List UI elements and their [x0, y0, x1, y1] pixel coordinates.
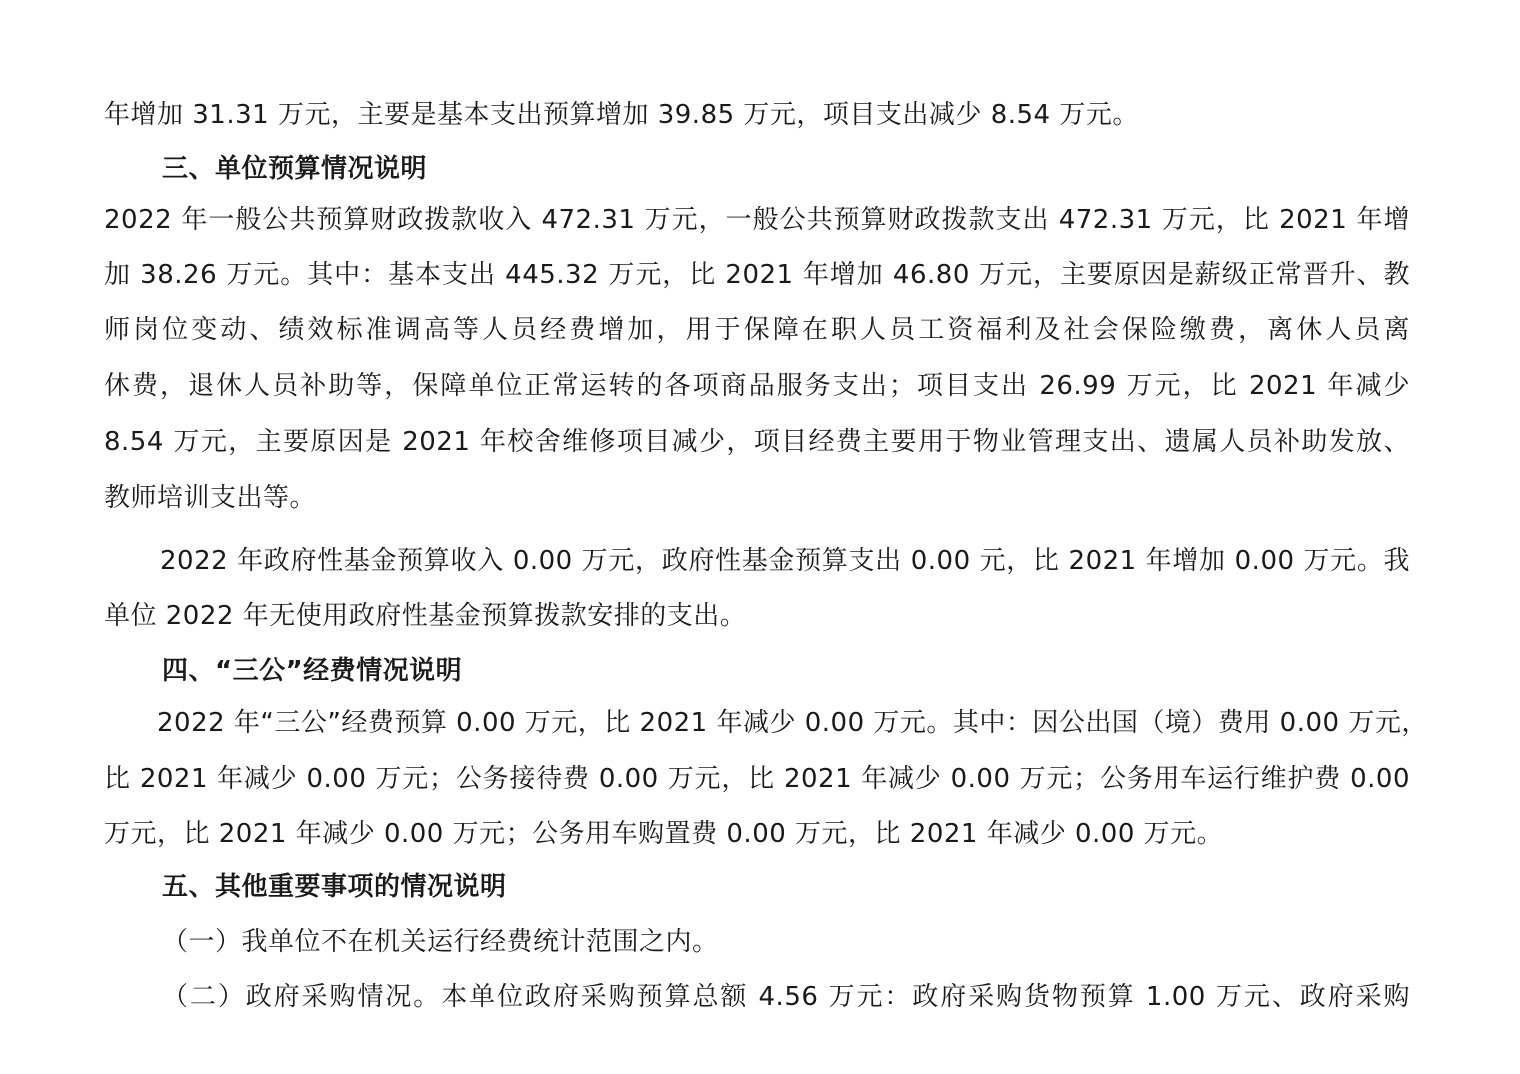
paragraph-line: （一）我单位不在机关运行经费统计范围之内。 [162, 927, 719, 957]
section-heading-4: 四、“三公”经费情况说明 [162, 656, 463, 686]
section-heading-5: 五、其他重要事项的情况说明 [162, 872, 507, 902]
paragraph-line: 比 2021 年减少 0.00 万元；公务接待费 0.00 万元，比 2021 年减少 0.00 万元；公务用车运行维护费 0.00 [104, 764, 1410, 794]
paragraph-line: 万元，比 2021 年减少 0.00 万元；公务用车购置费 0.00 万元，比 2021 年减少 0.00 万元。 [104, 819, 1224, 849]
section-heading-3: 三、单位预算情况说明 [162, 154, 428, 184]
paragraph-line: 师岗位变动、绩效标准调高等人员经费增加，用于保障在职人员工资福利及社会保险缴费，离休人员离 [104, 315, 1410, 345]
paragraph-line: 2022 年“三公”经费预算 0.00 万元，比 2021 年减少 0.00 万元。其中：因公出国（境）费用 0.00 万元， [157, 708, 1428, 738]
paragraph-line: 单位 2022 年无使用政府性基金预算拨款安排的支出。 [104, 601, 747, 631]
paragraph-line: 2022 年政府性基金预算收入 0.00 万元，政府性基金预算支出 0.00 元，比 2021 年增加 0.00 万元。我 [160, 546, 1410, 576]
paragraph-line: 教师培训支出等。 [104, 483, 317, 513]
paragraph-line: 年增加 31.31 万元，主要是基本支出预算增加 39.85 万元，项目支出减少 8.54 万元。 [104, 100, 1139, 130]
paragraph-line: 休费，退休人员补助等，保障单位正常运转的各项商品服务支出；项目支出 26.99 万元，比 2021 年减少 [104, 371, 1410, 401]
paragraph-line: 加 38.26 万元。其中：基本支出 445.32 万元，比 2021 年增加 46.80 万元，主要原因是薪级正常晋升、教 [104, 260, 1410, 290]
paragraph-line: （二）政府采购情况。本单位政府采购预算总额 4.56 万元：政府采购货物预算 1.00 万元、政府采购 [162, 982, 1410, 1012]
paragraph-line: 8.54 万元，主要原因是 2021 年校舍维修项目减少，项目经费主要用于物业管理支出、遗属人员补助发放、 [104, 427, 1410, 457]
paragraph-line: 2022 年一般公共预算财政拨款收入 472.31 万元，一般公共预算财政拨款支出 472.31 万元，比 2021 年增 [104, 205, 1410, 235]
